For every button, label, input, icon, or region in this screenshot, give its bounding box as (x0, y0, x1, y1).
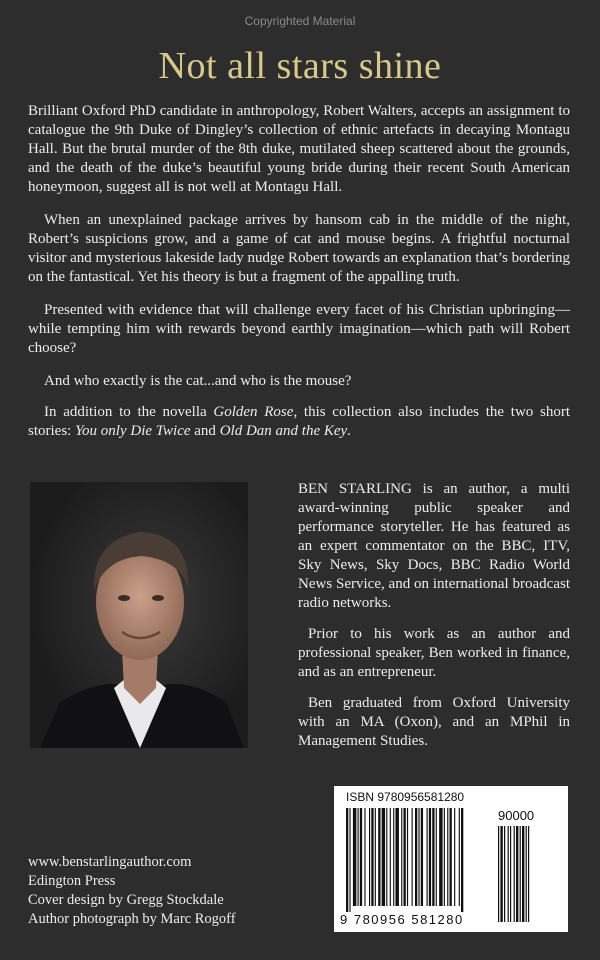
price-barcode-bar (516, 826, 518, 922)
barcode-bar (454, 808, 455, 906)
price-barcode-bar (522, 826, 524, 922)
price-barcode-bar (510, 826, 511, 922)
story-title: You only Die Twice (75, 423, 191, 439)
barcode-bar (349, 808, 350, 912)
price-barcode-bar (504, 826, 505, 922)
barcode-bar (386, 808, 387, 906)
collection-note (28, 403, 570, 441)
novella-title: Golden Rose (213, 404, 294, 420)
barcode-bar (432, 808, 434, 906)
publisher-credit: Edington Press (28, 873, 116, 889)
author-portrait-illustration (30, 482, 248, 748)
barcode-bar (427, 808, 428, 906)
barcode-bar (382, 808, 385, 906)
author-photo (30, 482, 248, 748)
price-barcode-bar (528, 826, 529, 922)
barcode-bar (421, 808, 423, 906)
photo-credit: Author photograph by Marc Rogoff (28, 911, 236, 927)
barcode-bar (358, 808, 359, 906)
price-barcode-bar (498, 826, 499, 922)
barcode-bar (415, 808, 417, 906)
barcode-bar (375, 808, 376, 906)
price-barcode-bar (500, 826, 502, 922)
book-tagline: Not all stars shine (158, 45, 442, 87)
note-text: and (190, 423, 220, 439)
barcode-bar (393, 808, 394, 906)
price-barcode-bar (520, 826, 521, 922)
synopsis-paragraph: And who exactly is the cat...and who is the mouse? (44, 373, 352, 389)
synopsis-paragraph: Brilliant Oxford PhD candidate in anthropology, Robert Walters, accepts an assignment to catalogue the 9th Duke of Dingley’s collection of ethnic artefacts in decaying Montagu Hall. But the brutal murder of the 8th duke, mutilated sheep scattered about the grounds, and the death of the duke’s beautiful young bride during their recent South American honeymoon, suggest all is not well at Montagu Hall. (28, 103, 570, 195)
barcode-bars (334, 786, 568, 932)
barcode-bar (412, 808, 413, 906)
barcode-bar (401, 808, 402, 906)
barcode-bar (444, 808, 445, 906)
story-title: Old Dan and the Key (219, 423, 348, 439)
barcode-bar (459, 808, 460, 906)
synopsis (28, 102, 570, 455)
barcode-bar (461, 808, 463, 912)
synopsis-paragraph: Presented with evidence that will challenge every facet of his Christian upbringing—while tempting him with rewards beyond earthly imagination—which path will Robert choose? (28, 302, 570, 356)
barcode-bar (369, 808, 370, 906)
barcode-bar (447, 808, 448, 906)
price-barcode-bar (508, 826, 509, 922)
barcode-bar (429, 808, 431, 906)
bio-paragraph: BEN STARLING is an author, a multi award-winning public speaker and performance storyteller. He has featured as an expert commentator on the BBC, ITV, Sky News, Sky Docs, BBC Radio World News Service, and on international broadcast radio networks. (298, 481, 570, 611)
barcode-bar (353, 808, 356, 906)
bio-paragraph: Prior to his work as an author and professional speaker, Ben worked in finance, and as an entrepreneur. (298, 626, 570, 680)
isbn-digits: 9 780956 581280 (340, 912, 464, 927)
barcode-bar (360, 808, 362, 906)
barcode-bar (346, 808, 348, 912)
synopsis-paragraph: When an unexplained package arrives by hansom cab in the middle of the night, Robert’s suspicions grow, and a game of cat and mouse begins. A frightful nocturnal visitor and mysterious lakeside lady nudge Robert towards an explanation that’s bordering on the fantastical. Yet his theory is but a fragment of the appalling truth. (28, 212, 570, 285)
barcode-bar (436, 808, 437, 906)
barcode-bar (439, 808, 442, 906)
website-credit: www.benstarlingauthor.com (28, 854, 192, 870)
note-text: In addition to the novella (44, 404, 214, 420)
barcode-bar (390, 808, 391, 906)
author-bio (298, 480, 570, 763)
barcode-bar (364, 808, 365, 906)
barcode-bar (407, 808, 408, 906)
isbn-label: ISBN 9780956581280 (346, 790, 465, 804)
barcode-bar (395, 808, 398, 906)
isbn-barcode (334, 786, 568, 932)
cover-design-credit: Cover design by Gregg Stockdale (28, 892, 224, 908)
barcode-bar (404, 808, 406, 906)
note-text: . (347, 423, 351, 439)
watermark: Copyrighted Material (244, 14, 356, 28)
barcode-bar (450, 808, 452, 906)
price-barcode-bar (514, 826, 515, 922)
price-code: 90000 (498, 808, 535, 823)
note-text: , this collection also includes the two short stories: (28, 404, 570, 439)
barcode-bar (418, 808, 419, 906)
barcode-bar (378, 808, 380, 906)
price-barcode-bar (526, 826, 527, 922)
credits (28, 853, 236, 929)
bio-paragraph: Ben graduated from Oxford University with an MA (Oxon), and an MPhil in Management Studies. (298, 695, 570, 749)
barcode-bar (371, 808, 373, 906)
